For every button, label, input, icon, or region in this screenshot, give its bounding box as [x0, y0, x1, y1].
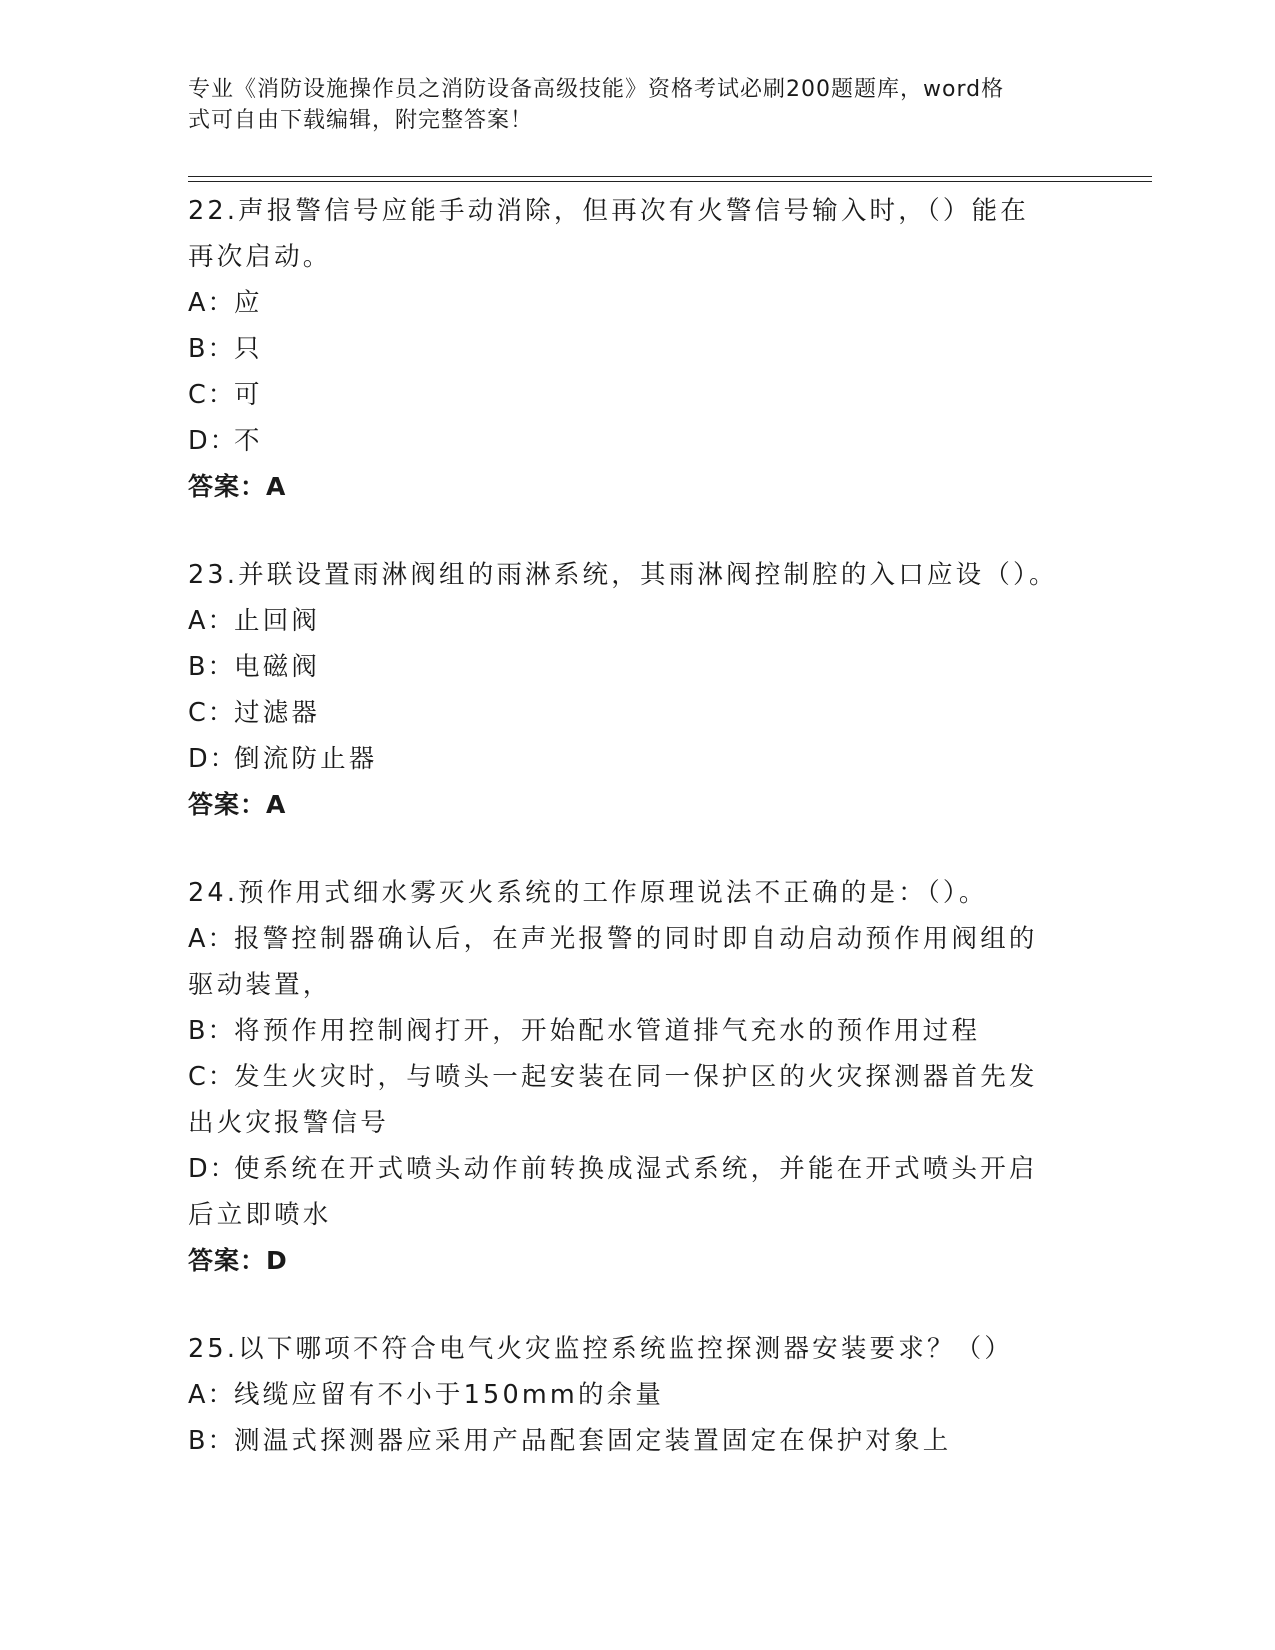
question-22 [188, 188, 1088, 510]
option-d [188, 418, 1088, 464]
header-line-2: 式可自由下载编辑，附完整答案！ [188, 108, 534, 133]
option-text: 可 [234, 380, 263, 410]
option-b [188, 1008, 1088, 1054]
option-text: 过滤器 [234, 698, 321, 728]
option-letter: C： [188, 698, 236, 728]
answer-label: 答案：A [188, 472, 287, 501]
option-a [188, 1372, 1088, 1418]
option-text: 发生火灾时，与喷头一起安装在同一保护区的火灾探测器首先发出火灾报警信号 [188, 1062, 1038, 1138]
option-letter: A： [188, 924, 235, 954]
option-letter: A： [188, 1380, 235, 1410]
option-text: 将预作用控制阀打开，开始配水管道排气充水的预作用过程 [234, 1016, 981, 1046]
option-text: 电磁阀 [234, 652, 321, 682]
option-letter: D： [188, 426, 238, 456]
header-divider-top [188, 176, 1152, 177]
option-text: 报警控制器确认后，在声光报警的同时即自动启动预作用阀组的驱动装置， [188, 924, 1038, 1000]
option-text: 使系统在开式喷头动作前转换成湿式系统，并能在开式喷头开启后立即喷水 [188, 1154, 1038, 1230]
option-text: 止回阀 [234, 606, 321, 636]
option-c [188, 1054, 1048, 1146]
option-d [188, 736, 1088, 782]
option-b [188, 326, 1088, 372]
option-letter: B： [188, 652, 235, 682]
option-text: 测温式探测器应采用产品配套固定装置固定在保护对象上 [234, 1426, 952, 1456]
option-letter: C： [188, 380, 236, 410]
option-a [188, 916, 1048, 1008]
document-header [188, 74, 1068, 136]
option-text: 不 [234, 426, 263, 456]
option-a [188, 598, 1088, 644]
question-stem: 22.声报警信号应能手动消除，但再次有火警信号输入时，（）能在再次启动。 [188, 196, 1030, 272]
option-text: 只 [234, 334, 263, 364]
header-line-1: 专业《消防设施操作员之消防设备高级技能》资格考试必刷200题题库，word格 [188, 77, 1005, 102]
option-letter: A： [188, 288, 235, 318]
option-a [188, 280, 1088, 326]
option-text: 应 [234, 288, 263, 318]
option-letter: C： [188, 1062, 236, 1092]
option-text: 倒流防止器 [234, 744, 378, 774]
option-c [188, 690, 1088, 736]
question-stem: 24.预作用式细水雾灭火系统的工作原理说法不正确的是：（）。 [188, 878, 988, 908]
option-c [188, 372, 1088, 418]
answer-label: 答案：D [188, 1246, 288, 1275]
question-stem: 23.并联设置雨淋阀组的雨淋系统，其雨淋阀控制腔的入口应设（）。 [188, 560, 1058, 590]
option-b [188, 644, 1088, 690]
question-list [188, 188, 1088, 1506]
question-25 [188, 1326, 1088, 1464]
answer-label: 答案：A [188, 790, 287, 819]
header-divider-bottom [188, 181, 1152, 182]
option-letter: D： [188, 744, 238, 774]
option-b [188, 1418, 1088, 1464]
option-letter: D： [188, 1154, 238, 1184]
option-letter: B： [188, 1016, 235, 1046]
option-d [188, 1146, 1048, 1238]
question-23 [188, 552, 1088, 828]
question-stem: 25.以下哪项不符合电气火灾监控系统监控探测器安装要求？（） [188, 1334, 1014, 1364]
option-letter: B： [188, 1426, 235, 1456]
option-text: 线缆应留有不小于150mm的余量 [234, 1380, 665, 1410]
question-24 [188, 870, 1088, 1284]
option-letter: A： [188, 606, 235, 636]
option-letter: B： [188, 334, 235, 364]
